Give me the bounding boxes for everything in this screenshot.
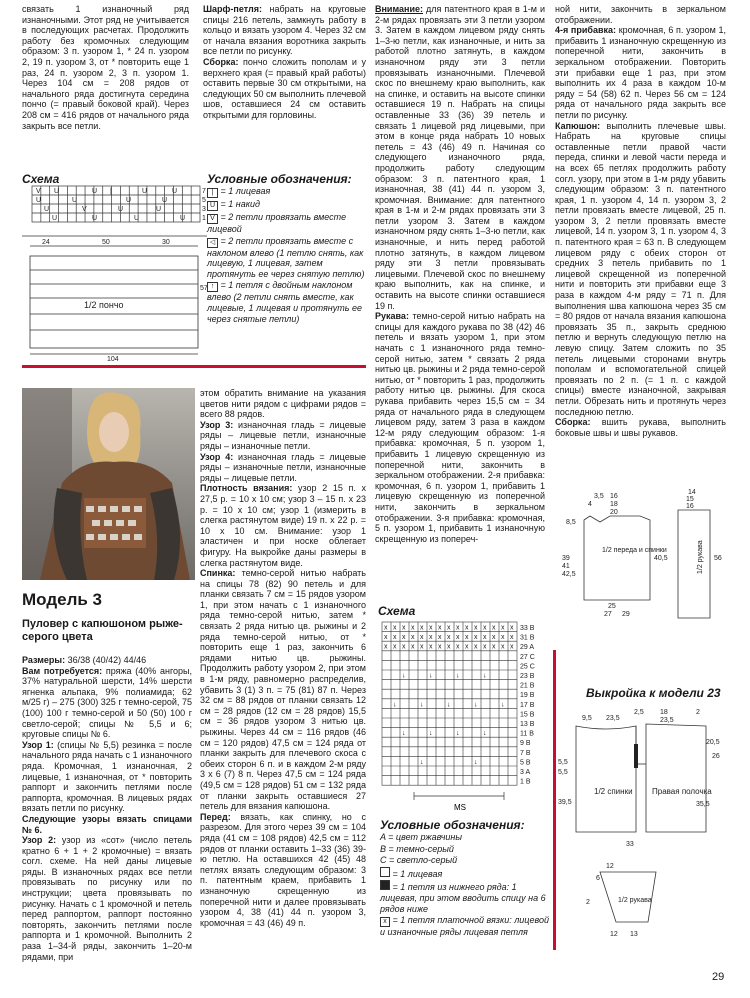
svg-text:U: U	[180, 215, 186, 222]
svg-text:15: 15	[686, 496, 694, 503]
svg-text:16: 16	[610, 493, 618, 500]
legend-item: C = светло-серый	[380, 855, 458, 866]
chart-row-label: 13 B	[520, 721, 535, 728]
legend-1	[207, 172, 367, 325]
chart-cross-mark: x	[456, 643, 460, 651]
sleeves: Рукава: темно-серой нитью набрать на спицы для каждого рукава по 38 (42) 46 петель и вязать узором 1, при этом начать с 1 изнаночного ряда темно-серой нитью, затем * связать 2 ряда нитью цв. рыжины и 2 ряда темно-серой нитью, от * повторить 1 раз, продолжить работу нитью цв. рыжины. Для скоса рукава прибавить через 15,5 см = 34 ряда от начального ряда в следующем лицевом ряду, затем 3 раза в каждом 12-м ряду следующим образом: 1-я прибавка: кромочная, 5 п. узором 1, прибавить 1 лицевую скрещенную из поперечной нити, закончить в зеркальном отображении. 2-я прибавка: кромочная, 6 п. узором 1, прибавить 1 лицевую скрещенную из поперечной нити, закончить в зеркальном отображении. 3-я прибавка: кромочная, 5 п. узором 1, прибавить 1 изнаночную скрещенную из попереч-	[375, 311, 545, 544]
chart-row-label: 23 B	[520, 673, 535, 680]
ssk-icon: ◁	[207, 238, 218, 248]
poncho-scheme	[22, 186, 207, 362]
double-decrease-icon: ↑	[207, 282, 218, 292]
svg-text:39: 39	[562, 555, 570, 562]
dim-side: 57	[200, 285, 208, 292]
chart-row-label: 17 B	[520, 701, 535, 709]
svg-text:13: 13	[630, 931, 638, 938]
dim-top: 50	[102, 239, 110, 246]
legend-item: | = 1 лицевая	[207, 186, 367, 198]
chart-cross-mark: x	[429, 624, 433, 632]
col4	[555, 4, 726, 438]
dim-bottom: 104	[107, 356, 119, 363]
svg-text:23,5: 23,5	[660, 717, 674, 724]
svg-text:40,5: 40,5	[654, 555, 668, 562]
chart-cross-mark: x	[384, 634, 388, 642]
dim-top: 24	[42, 239, 50, 246]
chart-row-label: 33 B	[520, 625, 535, 632]
chart-row-label: 29 A	[520, 644, 535, 652]
chart-cross-mark: x	[429, 634, 433, 642]
chart-cross-mark: x	[465, 643, 469, 651]
front-continued: Внимание: для патентного края в 1-м и 2-м рядах провязать эти 3 петли узором 3. Затем в каждом лицевом ряду снять 1–3-ю петли, как изнаночные, и нить за работой плотно затянуть, в каждом изнаночном ряду эти 3 петли провязывать изнаночными. Плечевой скос по внешнему краю выполнить, как на спинке, и оставить на высоте спинки оставшиеся 19 п. Набрать на спицы оставленные 33 (36) 39 петель и связать 1 лицевой ряд лицевыми, при этом в конце ряда набрать 10 новых петель = 43 (46) 49 п. Начиная со следующего изнаночного ряда, продолжить работу следующим образом: 3 п. патентного края, 1 изнаночная, 38 (41) 44 п. узором 3, кромочная. Внимание: для патентного края в 1-м и 2-м рядах провязать эти 3 петли узором 3. Затем в каждом изнаночном ряду снять 1–3-ю петли, как изнаночные, и нить перед работой плотно затянуть, в каждом лицевом ряду эти 3 петли провязывать лицевыми. Плечевой скос по внешнему краю выполнить, как на спинке, и оставить на высоте спинки оставшиеся 19 п.	[375, 4, 545, 311]
chart-arrow-mark: ↓	[429, 730, 433, 738]
svg-text:20,5: 20,5	[706, 739, 720, 746]
chart-cross-mark: x	[402, 624, 406, 632]
col3	[375, 4, 545, 544]
svg-text:5,5: 5,5	[558, 769, 568, 776]
legend-item: B = темно-серый	[380, 843, 454, 854]
increase-4: 4-я прибавка: кромочная, 6 п. узором 1, прибавить 1 изнаночную скрещенную из поперечной нити, закончить в зеркальном отображении. Повторить эти прибавки еще 1 раз, при этом выполнить их 4 раза в каждом 10-м ряду = 54 (58) 62 п. Через 56 см = 124 ряда от начального ряда закрыть все петли по рисунку.	[555, 25, 726, 120]
chart-cross-mark: x	[411, 634, 415, 642]
svg-text:U: U	[52, 215, 58, 222]
svg-text:U: U	[134, 215, 140, 222]
pattern-1: Узор 1: (спицы № 5,5) резинка = после начального ряда начать с 1 изнаночного ряда. Кромочная, 1 изнаночная, 2 лицевые, 1 изнаночная, от * повторить раппорт и закончить петлями после раппорта, кромочная. В лицевых рядах вязать петли по рисунку.	[22, 739, 192, 814]
svg-text:56: 56	[714, 555, 722, 562]
legend-item: ◁ = 2 петли провязать вместе с наклоном влево (1 петлю снять, как лицевую, 1 лицевая, затем протянуть ее через снятую петлю)	[207, 235, 365, 279]
chart-cross-mark: x	[447, 624, 451, 632]
chart-cross-mark: x	[420, 643, 424, 651]
chart-arrow-mark: ↓	[402, 672, 406, 680]
pattern-chart	[378, 618, 550, 812]
svg-text:U: U	[92, 215, 98, 222]
col1-intro	[22, 4, 189, 131]
model-photo-illustration	[22, 388, 195, 580]
pattern-3: Узор 3: изнаночная гладь = лицевые ряды – лицевые петли, изнаночные ряды – изнаночные петли.	[200, 419, 366, 451]
chart-cross-mark: x	[492, 643, 496, 651]
svg-text:9,5: 9,5	[582, 715, 592, 722]
chart-cross-mark: x	[411, 624, 415, 632]
svg-text:2: 2	[696, 709, 700, 716]
legend-title: Условные обозначения:	[207, 172, 352, 186]
svg-text:20: 20	[610, 509, 618, 516]
svg-text:18: 18	[610, 501, 618, 508]
scarf-paragraph: Шарф-петля: набрать на круговые спицы 216 петель, замкнуть работу в кольцо и вязать узором 4. Через 32 см от начала вязания воротника закрыть все петли по рисунку.	[203, 4, 366, 57]
svg-text:8,5: 8,5	[566, 519, 576, 526]
legend-item: ↑ = 1 петля с двойным наклоном влево (2 петли снять вместе, как лицевые, 1 лицевая и протянуть ее через снятые петли)	[207, 280, 362, 324]
svg-text:26: 26	[712, 753, 720, 760]
chart-cross-mark: x	[483, 634, 487, 642]
chart-cross-mark: x	[447, 634, 451, 642]
chart-ms-label: MS	[454, 803, 466, 812]
svg-text:27: 27	[604, 611, 612, 618]
svg-text:U: U	[172, 188, 178, 195]
svg-text:29: 29	[622, 611, 630, 618]
svg-text:V: V	[82, 206, 87, 213]
chart-cross-mark: x	[438, 634, 442, 642]
chart-arrow-mark: ↓	[420, 758, 424, 766]
chart-cross-mark: x	[402, 643, 406, 651]
assembly-paragraph: Сборка: пончо сложить пополам и у верхнего края (= правый край работы) оставить первые 30 см открытыми, на следующих 50 см выполнить плечевой шов, оставшиеся 24 см оставить открытыми для горловины.	[203, 56, 366, 120]
col2-main	[200, 388, 366, 928]
chart-cross-mark: x	[384, 624, 388, 632]
chart-cross-mark: x	[465, 624, 469, 632]
model-title: Модель 3	[22, 590, 102, 609]
svg-text:U: U	[142, 188, 148, 195]
pattern-2: Узор 2: узор из «сот» (число петель кратно 6 + 1 + 2 кромочные) = вязать согл. схеме. На ней даны лицевые ряды. В изнаночных рядах все петли провязывать по рисунку или по инструкции; цвета провязывать по рисунку. Начать с 1 кромочной и петель перед раппортом, раппорт постоянно повторять, закончить петлями после раппорта и 1 кромочной. Выполнить 2 раза 1–34-й ряды, закончить 1–20-м рядами, при	[22, 835, 192, 962]
chart-cross-mark: x	[438, 624, 442, 632]
svg-text:U: U	[92, 188, 98, 195]
chart-arrow-mark: ↓	[474, 701, 478, 709]
poncho-label: 1/2 пончо	[84, 300, 124, 310]
legend-title: Условные обозначения:	[380, 818, 525, 832]
svg-text:U: U	[118, 206, 124, 213]
legend-item: U = 1 накид	[207, 199, 367, 211]
chart-cross-mark: x	[474, 634, 478, 642]
model-heading	[22, 590, 192, 644]
chart-row-label: 25 C	[520, 663, 535, 671]
chart-cross-mark: x	[402, 634, 406, 642]
svg-text:41: 41	[562, 563, 570, 570]
legend-item: A = цвет ржавчины	[380, 832, 463, 842]
svg-text:18: 18	[660, 709, 668, 716]
model3-schematic	[560, 490, 730, 628]
chart-cross-mark: x	[429, 643, 433, 651]
back-instructions: Спинка: темно-серой нитью набрать на спицы 78 (82) 90 петель и для планки связать 7 см = 15 рядов узором 1, при этом начать с 1 изнаночного ряда темно-серой нитью, затем * связать 2 ряда нитью цв. рыжины и 2 ряда темно-серой нитью, от * повторить еще 1 раз, закончить 6 рядами нитью цв. рыжины. Продолжить работу узором 2, при этом в 1-м ряду, равномерно распределив, убавить 3 (1) 3 п. = 75 (81) 87 п. Через 32 см = 88 рядов от планки связать 12 см = 28 рядов (12 см = 28 рядов) 15,5 см = 36 рядов узором 3 нитью цв. рыжины. Через 44 см = 116 рядов (46 см = 120 рядов) 47,5 см = 124 ряда от планки закрыть для плечевого скоса с обеих сторон 6 п. и в каждом 2-м ряду 3 x 6 (7) 8 п. Через 47,5 см = 124 ряда (49,5 см = 128 рядов) 51 см = 132 ряда от планки закрыть оставшиеся 27 петель для вязания капюшона.	[200, 568, 366, 812]
assembly: Сборка: вшить рукава, выполнить боковые швы и швы рукавов.	[555, 417, 726, 438]
chart-row-label: 11 B	[520, 730, 534, 738]
chart-cross-mark: x	[420, 624, 424, 632]
chart-arrow-mark: ↓	[483, 672, 487, 680]
col4-continuation: ной нити, закончить в зеркальном отображении.	[555, 4, 726, 25]
chart-row-label: 19 B	[520, 692, 535, 700]
dim-top: 30	[162, 239, 170, 246]
svg-text:33: 33	[626, 841, 634, 848]
page-number: 29	[712, 971, 725, 983]
chart-row-label: 5 B	[520, 759, 531, 767]
section-divider	[22, 365, 366, 368]
svg-text:35,5: 35,5	[696, 801, 710, 808]
chart-cross-mark: x	[420, 634, 424, 642]
chart-row-label: 21 B	[520, 682, 535, 690]
svg-text:14: 14	[688, 489, 696, 496]
model-photo	[22, 388, 195, 580]
sleeve-label: 1/2 рукава	[697, 540, 704, 574]
legend-item: = 1 лицевая	[380, 867, 550, 880]
legend-item: = 1 петля из нижнего ряда: 1 лицевая, при этом вводить спицу на 6 рядов ниже	[380, 882, 546, 914]
chart-arrow-mark: ↓	[456, 672, 460, 680]
gauge: Плотность вязания: узор 2 15 п. x 27,5 р. = 10 x 10 см; узор 3 – 15 п. x 23 р. = 10 x 10 см; узор 1 (измерить в слегка растянутом виде) 19 п. x 22 р. = 10 x 10 см. Внимание: узор 1 эластичен и при носке облегает фигуру. На выкройке даны размеры в слегка растянутом виде.	[200, 483, 366, 568]
svg-text:3,5: 3,5	[594, 493, 604, 500]
hood: Капюшон: выполнить плечевые швы. Набрать на круговые спицы оставленные петли правой части переда, спинки и левой части переда и на всех 65 петлях продолжить работу согл. узору, при этом в 1-м ряду убавить следующим образом: 3 п. патентного края, 1 п. узором 4, 14 п. узором 3, 2 петли провязать вместе лицевой, 25 п. узором 3, 2 петли провязать вместе лицевой, 14 п. узором 3, 1 п. узором 4, 3 п. патентного края = 63 п. В следующем лицевом ряду с обеих сторон от средних 3 петель прибавить по 1 лицевой скрещенной из поперечной нити и повторить эти прибавки еще 3 раза в каждом 4-м ряду = 71 п. Для выполнения шва капюшона через 35 см = 80 рядов от начала вязания капюшона провязать 35 п., закрыть среднюю петлю и вернуть следующую петлю на левую спицу. Затем сложить по 35 петель лицевыми сторонами внутрь пополам и вспомогательной спицей провязать по 2 п. (= 1 п. с каждой спицы) вместе изнаночной, закрывая петли. Обрезать нить и протянуть через последнюю петлю.	[555, 120, 726, 417]
chart-cross-mark: x	[510, 643, 514, 651]
svg-text:U: U	[156, 206, 162, 213]
chart-cross-mark: x	[384, 643, 388, 651]
yarn-over-icon: U	[207, 201, 218, 211]
legend-item: x = 1 петля платочной вязки: лицевой и изнаночные ряды лицевая петля	[380, 915, 549, 938]
chart-cross-mark: x	[447, 643, 451, 651]
chart-cross-mark: x	[393, 643, 397, 651]
svg-text:2: 2	[586, 899, 590, 906]
svg-text:|: |	[110, 188, 112, 195]
svg-text:25: 25	[608, 603, 616, 610]
svg-text:12: 12	[610, 931, 618, 938]
svg-text:U: U	[72, 197, 78, 204]
chart-cross-mark: x	[501, 624, 505, 632]
row-num: 7	[202, 188, 206, 195]
front-label: Правая полочка	[652, 787, 712, 796]
svg-text:6: 6	[596, 875, 600, 882]
sizes: Размеры: 36/38 (40/42) 44/46	[22, 655, 147, 665]
chart-row-label: 7 B	[520, 749, 531, 757]
chart-arrow-mark: ↓	[474, 758, 478, 766]
chart-cross-mark: x	[492, 634, 496, 642]
back-label: 1/2 спинки	[594, 787, 633, 796]
materials: Вам потребуется: пряжа (40% ангоры, 37% натуральной шерсти, 14% шерсти ягненка альпака, 9% полиамида; 62 м/25 г) – 275 (300) 325 г темно-серой, 75 (100) 100 г темно-серой и 50 (50) 100 г светло-серой; спицы № 5,5 и 6; круговые спицы № 6.	[22, 665, 193, 740]
chart-row-label: 31 B	[520, 634, 535, 642]
poncho-scheme-title: Схема	[22, 172, 60, 186]
chart-row-label: 27 C	[520, 653, 535, 661]
chart-arrow-mark: ↓	[447, 701, 451, 709]
intro-paragraph: связать 1 изнаночный ряд изнаночными. Этот ряд не учитывается в последующих расчетах. Продолжить работу без кромочных следующим образом: 3 п. узором 1, * 24 п. узором 2, 19 п. узором 3, от * повторить еще 1 раз, 24 п. узором 2, 3 п. узором 1. Через 104 см = 208 рядов от начального ряда достигнута середина пончо (= правый боковой край). Через 208 см = 416 рядов от начального ряда закрыть все петли.	[22, 4, 189, 131]
svg-text:V: V	[36, 188, 41, 195]
front-back-label: 1/2 переда и спинки	[602, 547, 667, 554]
chart-cross-mark: x	[411, 643, 415, 651]
chart-cross-mark: x	[456, 624, 460, 632]
chart-arrow-mark: ↓	[483, 730, 487, 738]
svg-text:U: U	[162, 197, 168, 204]
row-num: 3	[202, 206, 206, 213]
chart-arrow-mark: ↓	[393, 701, 397, 709]
legend-2	[380, 818, 550, 939]
chart-arrow-mark: ↓	[402, 730, 406, 738]
chart-cross-mark: x	[465, 634, 469, 642]
svg-text:U: U	[54, 188, 60, 195]
chart-cross-mark: x	[492, 624, 496, 632]
chart-cross-mark: x	[474, 624, 478, 632]
model-subtitle: Пуловер с капюшоном рыже-серого цвета	[22, 618, 183, 643]
pattern-title: Выкройка к модели 23	[586, 686, 721, 700]
svg-text:39,5: 39,5	[558, 799, 572, 806]
svg-text:42,5: 42,5	[562, 571, 576, 578]
chart-cross-mark: x	[501, 643, 505, 651]
chart-cross-mark: x	[483, 624, 487, 632]
row-num: 5	[202, 197, 206, 204]
pattern-4: Узор 4: изнаночная гладь = лицевые ряды – изнаночные петли, изнаночные ряды – лицевые петли.	[200, 451, 366, 483]
chart-row-label: 9 B	[520, 740, 531, 748]
chart-arrow-mark: ↓	[420, 701, 424, 709]
chart-row-label: 3 A	[520, 769, 531, 776]
model23-pattern	[556, 704, 732, 944]
col2-continuation: этом обратить внимание на указания цветов нити рядом с цифрами рядов = всего 88 рядов.	[200, 388, 366, 420]
chart-cross-mark: x	[501, 634, 505, 642]
col1-main	[22, 655, 192, 962]
chart-cross-mark: x	[510, 634, 514, 642]
chart-row-label: 15 B	[520, 711, 535, 719]
svg-text:2,5: 2,5	[634, 709, 644, 716]
chart-cross-mark: x	[393, 624, 397, 632]
chart-cross-mark: x	[393, 634, 397, 642]
chart-row-label: 1 B	[520, 778, 531, 786]
chart-cross-mark: x	[474, 643, 478, 651]
sleeve-label: 1/2 рукава	[618, 897, 652, 904]
svg-text:U: U	[126, 197, 132, 204]
knit-icon	[380, 867, 390, 877]
k2tog-icon: V	[207, 214, 218, 224]
chart-arrow-mark: ↓	[456, 730, 460, 738]
chart-arrow-mark: ↓	[501, 701, 505, 709]
chart-cross-mark: x	[456, 634, 460, 642]
chart-title: Схема	[378, 604, 416, 618]
row-num: 1	[202, 215, 206, 222]
svg-text:5,5: 5,5	[558, 759, 568, 766]
needles-note: Следующие узоры вязать спицами № 6.	[22, 813, 192, 835]
chart-cross-mark: x	[483, 643, 487, 651]
chart-cross-mark: x	[438, 643, 442, 651]
chart-cross-mark: x	[510, 624, 514, 632]
col2-intro	[203, 4, 366, 121]
svg-text:12: 12	[606, 863, 614, 870]
svg-text:U: U	[36, 197, 42, 204]
knit-icon: |	[207, 188, 218, 198]
svg-text:16: 16	[686, 503, 694, 510]
front-instructions: Перед: вязать, как спинку, но с разрезом. Для этого через 39 см = 104 ряда (41 см = 108 рядов) 42,5 см = 112 рядов от планки оставить 1–33 (36) 39-ю петлю. На оставшихся 42 (45) 48 петлях вязать следующим образом: 3 п. патентным краем, прибавить 1 изнаночную скрещенную из поперечной нити и далее провязывать узором 4, 38 (41) 44 п. узором 3, кромочная = 43 (46) 49 п.	[200, 811, 366, 928]
legend-item: V = 2 петли провязать вместе лицевой	[207, 212, 347, 234]
cross-icon: x	[380, 917, 390, 927]
svg-text:23,5: 23,5	[606, 715, 620, 722]
svg-text:4: 4	[588, 501, 592, 508]
chart-arrow-mark: ↓	[429, 672, 433, 680]
svg-text:U: U	[44, 206, 50, 213]
down-arrow-icon	[380, 880, 390, 890]
